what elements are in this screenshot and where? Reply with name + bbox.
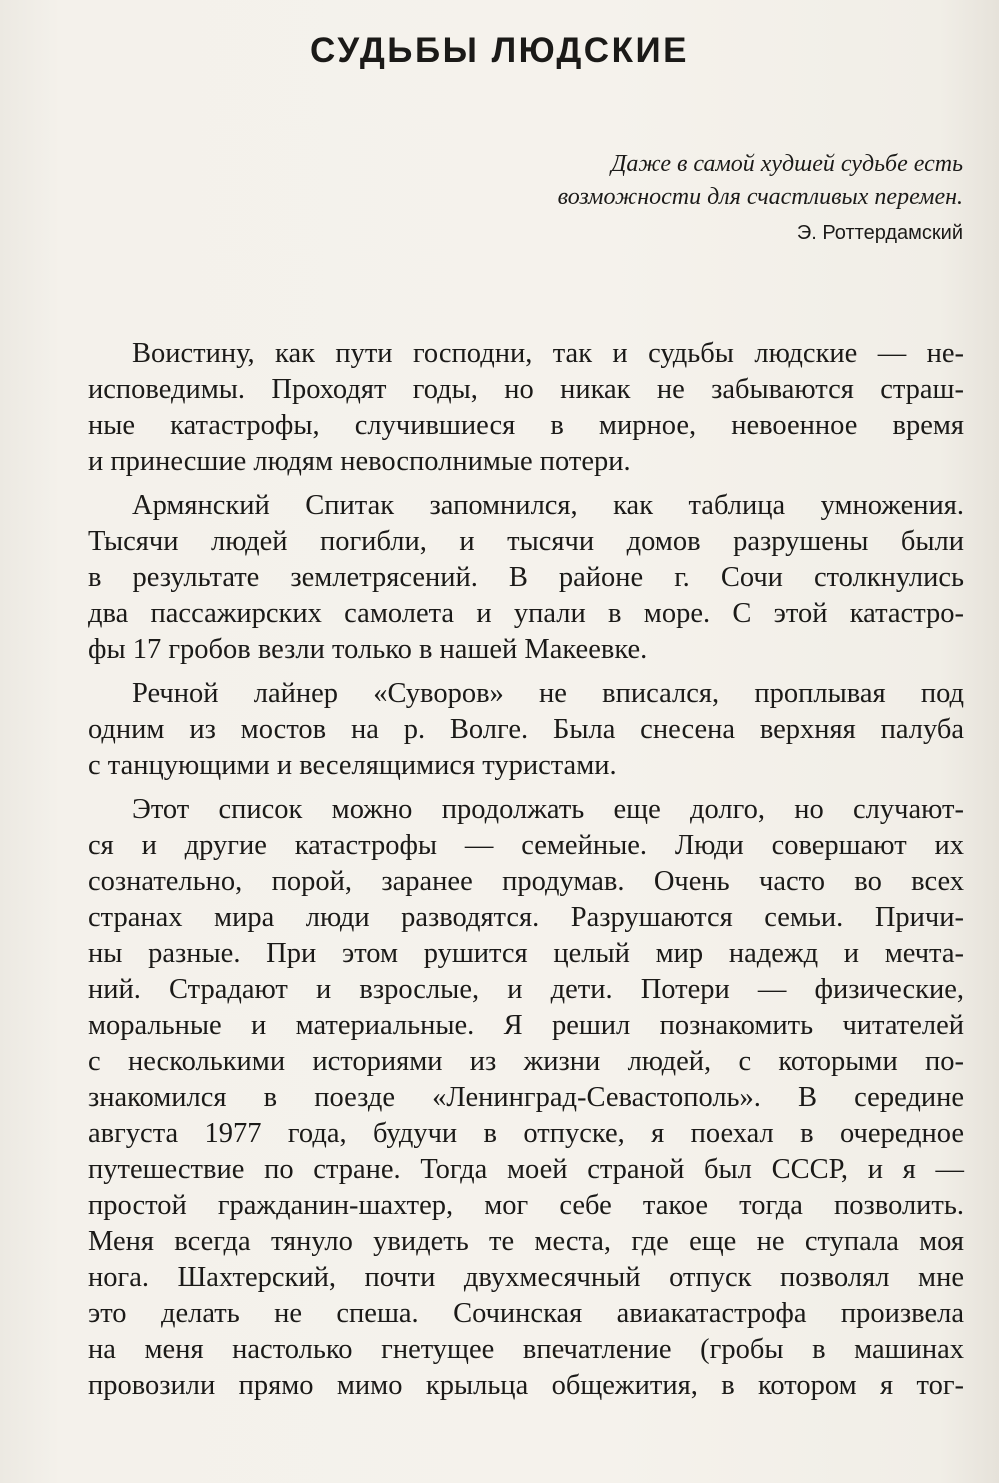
text-line: странах мира люди разводятся. Разрушаются семьи. Причи-	[88, 902, 964, 933]
text-line: исповедимы. Проходят годы, но никак не забываются страш-	[88, 374, 964, 405]
paragraph-gap	[88, 668, 964, 676]
paragraph	[88, 488, 964, 668]
text-line: августа 1977 года, будучи в отпуске, я поехал в очередное	[88, 1118, 964, 1149]
body-text	[88, 336, 964, 1404]
text-line: ний. Страдают и взрослые, и дети. Потери — физические,	[88, 974, 964, 1005]
chapter-title: СУДЬБЫ ЛЮДСКИЕ	[310, 31, 689, 70]
text-line: ся и другие катастрофы — семейные. Люди совершают их	[88, 830, 964, 861]
text-line: на меня настолько гнетущее впечатление (гробы в машинах	[88, 1334, 964, 1365]
text-line: Воистину, как пути господни, так и судьбы людские — не-	[132, 338, 964, 369]
text-line: это делать не спеша. Сочинская авиакатастрофа произвела	[88, 1298, 964, 1329]
epigraph	[558, 148, 963, 252]
text-line: ны разные. При этом рушится целый мир надежд и мечта-	[88, 938, 964, 969]
text-line: знакомился в поезде «Ленинград-Севастополь». В середине	[88, 1082, 964, 1113]
epigraph-line: Даже в самой худшей судьбе есть	[611, 151, 963, 177]
text-line: Речной лайнер «Суворов» не вписался, проплывая под	[132, 678, 964, 709]
paragraph	[88, 792, 964, 1404]
text-line: и принесшие людям невосполнимые потери.	[88, 446, 631, 477]
text-line: Тысячи людей погибли, и тысячи домов разрушены были	[88, 526, 964, 557]
text-line: с несколькими историями из жизни людей, с которыми по-	[88, 1046, 964, 1077]
text-line: нога. Шахтерский, почти двухмесячный отпуск позволял мне	[88, 1262, 964, 1293]
text-line: Этот список можно продолжать еще долго, но случают-	[132, 794, 964, 825]
paragraph-gap	[88, 480, 964, 488]
paragraph	[88, 336, 964, 480]
text-line: два пассажирских самолета и упали в море. С этой катастро-	[88, 598, 964, 629]
text-line: с танцующими и веселящимися туристами.	[88, 750, 617, 781]
text-line: одним из мостов на р. Волге. Была снесена верхняя палуба	[88, 714, 964, 745]
text-line: сознательно, порой, заранее продумав. Очень часто во всех	[88, 866, 964, 897]
text-line: фы 17 гробов везли только в нашей Макеевке.	[88, 634, 648, 665]
text-line: моральные и материальные. Я решил познакомить читателей	[88, 1010, 964, 1041]
text-line: Меня всегда тянуло увидеть те места, где еще не ступала моя	[88, 1226, 964, 1257]
epigraph-author: Э. Роттердамский	[796, 222, 963, 244]
text-line: ные катастрофы, случившиеся в мирное, невоенное время	[88, 410, 964, 441]
text-line: путешествие по стране. Тогда моей страной был СССР, и я —	[88, 1154, 964, 1185]
text-line: провозили прямо мимо крыльца общежития, в котором я тог-	[88, 1370, 964, 1401]
text-line: простой гражданин-шахтер, мог себе такое тогда позволить.	[88, 1190, 964, 1221]
paragraph-gap	[88, 784, 964, 792]
text-line: в результате землетрясений. В районе г. Сочи столкнулись	[88, 562, 964, 593]
epigraph-line: возможности для счастливых перемен.	[557, 184, 963, 210]
text-line: Армянский Спитак запомнился, как таблица умножения.	[132, 490, 964, 521]
paragraph	[88, 676, 964, 784]
